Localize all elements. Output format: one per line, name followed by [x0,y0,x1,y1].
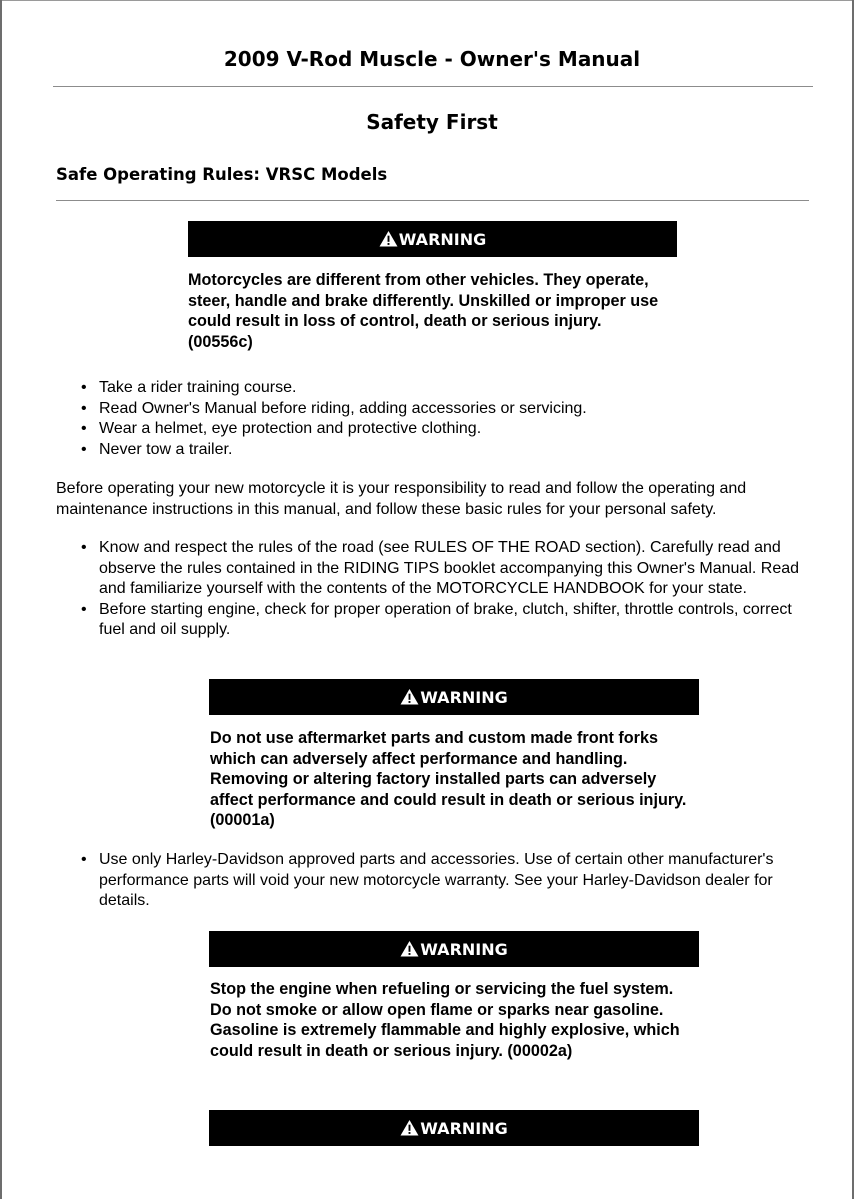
warning-label: WARNING [398,229,487,249]
warning-text-3: Stop the engine when refueling or servicing the fuel system. Do not smoke or allow open flame or sparks near gasoline. Gasoline is extremely flammable and highly explosive, which could result in death or serious injury. (00002a) [210,980,680,1060]
warning-text-1: Motorcycles are different from other vehicles. They operate, steer, handle and brake differently. Unskilled or improper use could result in loss of control, death or serious injury. (00556c) [188,271,659,351]
warning-text-2: Do not use aftermarket parts and custom made front forks which can adversely affect performance and handling. Removing or altering factory installed parts can adversely affect performance and could result in death or serious injury. (00001a) [210,729,687,830]
title-divider [53,86,813,87]
warning-triangle-icon [379,230,398,247]
warning-label: WARNING [420,687,508,707]
window-left-border [0,0,2,1199]
warning-banner-1 [188,221,677,257]
list-item: • Read Owner's Manual before riding, adding accessories or servicing. [56,399,816,420]
warning-triangle-icon [400,688,419,705]
warning-label: WARNING [420,939,508,959]
safety-checklist [56,378,816,460]
warning-banner-2 [209,679,699,715]
warning-triangle-icon [400,1119,419,1136]
list-item: • Wear a helmet, eye protection and protective clothing. [56,419,816,440]
document-title: 2009 V-Rod Muscle - Owner's Manual [223,47,641,71]
warning-banner-4 [209,1110,699,1146]
list-item: • Use only Harley-Davidson approved parts and accessories. Use of certain other manufacturer's performance parts will void your new motorcycle warranty. See your Harley-Davidson dealer for details. [56,850,816,912]
window-top-border [0,0,854,1]
section-title: Safety First [366,110,498,134]
warning-triangle-icon [400,940,419,957]
warning-banner-3 [209,931,699,967]
list-item: • Take a rider training course. [56,378,816,399]
list-item: • Never tow a trailer. [56,440,816,461]
subsection-divider [56,200,809,201]
responsibility-paragraph: Before operating your new motorcycle it is your responsibility to read and follow the operating and maintenance instructions in this manual, and follow these basic rules for your personal safety. [56,480,747,518]
warning-label: WARNING [420,1118,508,1138]
subsection-title: Safe Operating Rules: VRSC Models [56,165,388,184]
parts-list [56,850,816,912]
road-rules-list [56,538,816,641]
list-item: • Before starting engine, check for proper operation of brake, clutch, shifter, throttle controls, correct fuel and oil supply. [56,600,816,641]
list-item: • Know and respect the rules of the road (see RULES OF THE ROAD section). Carefully read and observe the rules contained in the RIDING TIPS booklet accompanying this Owner's Manual. Read and familiarize yourself with the contents of the MOTORCYCLE HANDBOOK for your state. [56,538,816,600]
